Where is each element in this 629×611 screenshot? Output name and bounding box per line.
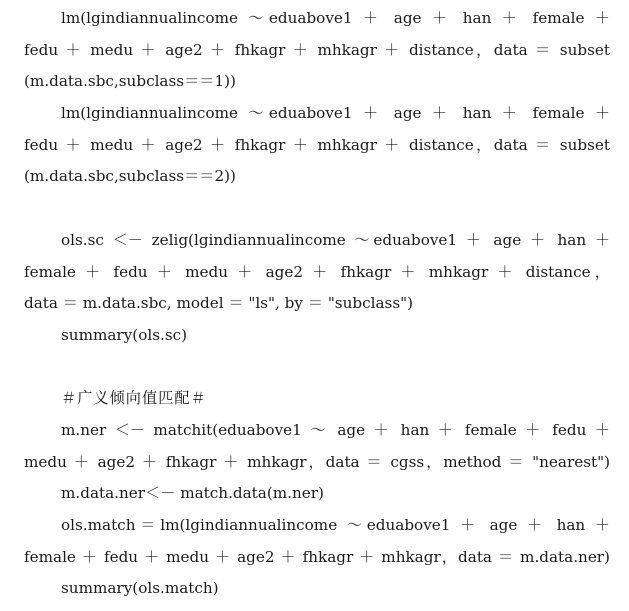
code-line-2: fedu ＋ medu ＋ age2 ＋ fhkagr ＋ mhkagr ＋ distance，data ＝ subset — [24, 40, 610, 59]
code-line-18: female ＋ fedu ＋ medu ＋ age2 ＋ fhkagr ＋ mhkagr，data ＝ m.data.ner) — [24, 547, 610, 566]
code-line-1: lm(lgindiannualincome ～eduabove1 ＋ age ＋ han ＋ female ＋ — [61, 9, 610, 27]
code-line-10: data ＝ m.data.sbc, model ＝ "ls", by ＝ "subclass") — [24, 294, 414, 313]
code-line-17: ols.match＝lm(lgindiannualincome ～eduabove1 ＋ age ＋ han ＋ — [61, 516, 610, 534]
code-document — [24, 3, 610, 605]
code-line-4: lm(lgindiannualincome ～eduabove1 ＋ age ＋ han ＋ female ＋ — [61, 104, 610, 123]
code-line-19: summary(ols.match) — [61, 579, 219, 598]
code-line-15: medu ＋ age2 ＋ fhkagr ＋ mhkagr，data ＝ cgss，method ＝ "nearest") — [24, 452, 610, 471]
code-line-5: fedu ＋ medu ＋ age2 ＋ fhkagr ＋ mhkagr ＋ distance，data ＝ subset — [24, 135, 610, 154]
code-line-14: m.ner ＜－ matchit(eduabove1 ～ age ＋ han ＋ female ＋ fedu ＋ — [61, 420, 610, 439]
blank-line — [24, 352, 610, 384]
section-comment-heading: ＃广义倾向值匹配＃ — [61, 389, 207, 408]
code-line-3: (m.data.sbc,subclass＝＝1)) — [24, 72, 236, 91]
blank-line — [24, 193, 610, 225]
code-line-11: summary(ols.sc) — [61, 325, 188, 344]
code-line-6: (m.data.sbc,subclass＝＝2)) — [24, 167, 236, 186]
code-line-9: female ＋ fedu ＋ medu ＋ age2 ＋ fhkagr ＋ mhkagr ＋ distance， — [24, 262, 610, 281]
code-line-16: m.data.ner＜－ match.data(m.ner) — [61, 484, 324, 503]
code-line-8: ols.sc ＜－ zelig(lgindiannualincome ～eduabove1 ＋ age ＋ han ＋ — [61, 230, 610, 249]
